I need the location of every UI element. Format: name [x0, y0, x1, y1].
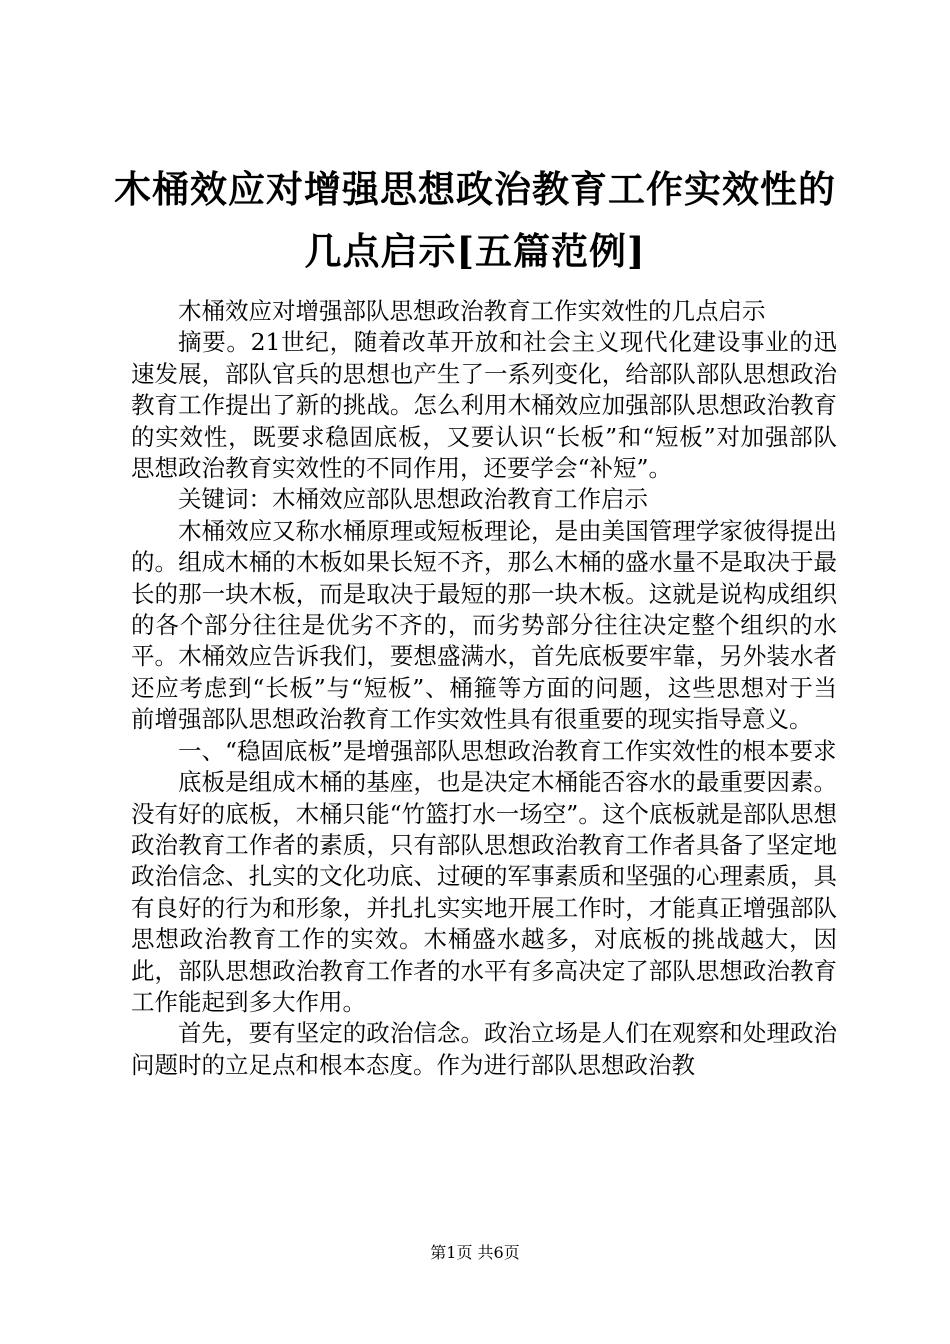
paragraph-keywords: 关键词：木桶效应部队思想政治教育工作启示: [178, 485, 648, 514]
paragraph-first-point: 首先，要有坚定的政治信念。政治立场是人们在观察和处理政治问题时的立足点和根本态度。作为进行部队思想政治教: [131, 1019, 837, 1079]
paragraph-section-1: 底板是组成木桶的基座，也是决定木桶能否容水的最重要因素。没有好的底板，木桶只能“竹篮打水一场空”。这个底板就是部队思想政治教育工作者的素质，只有部队思想政治教育工作者具备了坚定地政治信念、扎实的文化功底、过硬的军事素质和坚强的心理素质，具有良好的行为和形象，并扎扎实实地开展工作时，才能真正增强部队思想政治教育工作的实效。木桶盛水越多，对底板的挑战越大，因此，部队思想政治教育工作者的水平有多高决定了部队思想政治教育工作能起到多大作用。: [131, 768, 837, 1016]
section-heading-1: 一、“稳固底板”是增强部队思想政治教育工作实效性的根本要求: [178, 736, 837, 765]
document-body: [131, 296, 837, 1081]
paragraph-intro: 木桶效应又称水桶原理或短板理论，是由美国管理学家彼得提出的。组成木桶的木板如果长短不齐，那么木桶的盛水量不是取决于最长的那一块木板，而是取决于最短的那一块木板。这就是说构成组织的各个部分往往是优劣不齐的，而劣势部分往往决定整个组织的水平。木桶效应告诉我们，要想盛满水，首先底板要牢靠，另外装水者还应考虑到“长板”与“短板”、桶箍等方面的问题，这些思想对于当前增强部队思想政治教育工作实效性具有很重要的现实指导意义。: [131, 516, 837, 734]
document-title: 木桶效应对增强思想政治教育工作实效性的几点启示[五篇范例]: [114, 167, 836, 273]
paragraph-heading-repeat: 木桶效应对增强部队思想政治教育工作实效性的几点启示: [178, 297, 766, 325]
page-footer: 第1页 共6页: [430, 1243, 520, 1262]
paragraph-abstract: 摘要。21世纪，随着改革开放和社会主义现代化建设事业的迅速发展，部队官兵的思想也产生了一系列变化，给部队部队思想政治教育工作提出了新的挑战。怎么利用木桶效应加强部队思想政治教育的实效性，既要求稳固底板，又要认识“长板”和“短板”对加强部队思想政治教育实效性的不同作用，还要学会“补短”。: [131, 328, 837, 483]
